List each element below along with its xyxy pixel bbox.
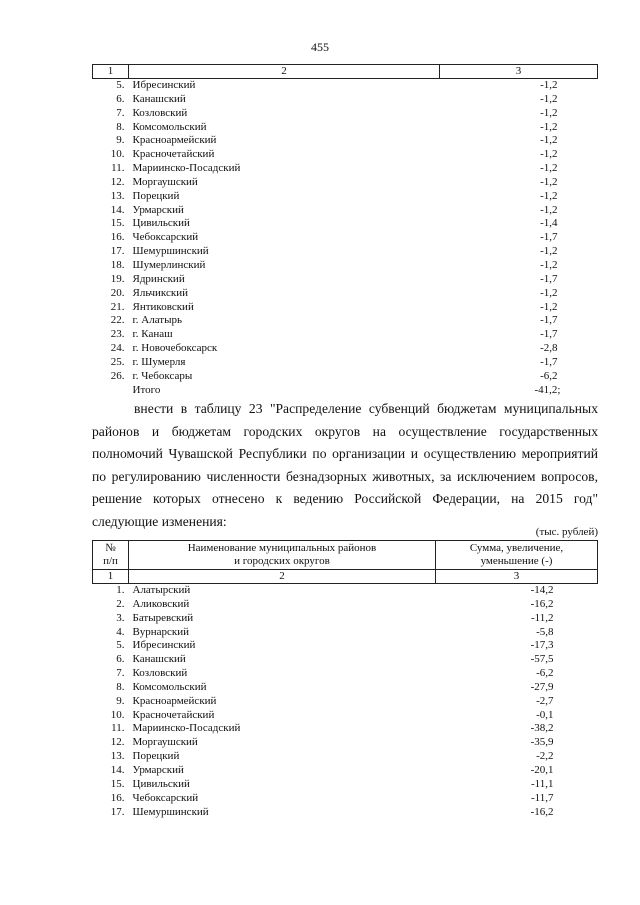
row-value: -6,2 — [536, 667, 554, 680]
row-name: Шемуршинский — [132, 245, 209, 258]
row-name: Красноармейский — [132, 694, 217, 707]
total-label: Итого — [132, 383, 161, 396]
table-1 — [92, 64, 598, 397]
row-value: -1,2 — [540, 286, 558, 299]
row-value: -1,2 — [540, 106, 558, 119]
table-row — [93, 639, 598, 653]
header-name — [129, 541, 436, 570]
table-row — [93, 722, 598, 736]
row-number: 10. — [110, 708, 125, 721]
table-row — [93, 356, 598, 370]
row-value: -1,2 — [540, 92, 558, 105]
row-number: 16. — [110, 231, 125, 244]
table-row — [93, 217, 598, 231]
table-row — [93, 259, 598, 273]
row-value: -1,2 — [540, 148, 558, 161]
row-value: -1,2 — [540, 258, 558, 271]
table-row — [93, 806, 598, 820]
column-number-2: 2 — [129, 65, 440, 79]
row-value: -1,4 — [540, 217, 558, 230]
table-row — [93, 328, 598, 342]
row-name: Порецкий — [132, 189, 180, 202]
row-name: Яльчикский — [132, 286, 188, 299]
row-name: Чебоксарский — [132, 791, 199, 804]
row-value: -5,8 — [536, 625, 554, 638]
row-number: 26. — [110, 369, 125, 382]
row-value: -16,2 — [530, 597, 554, 610]
row-name: г. Шумерля — [132, 355, 186, 368]
row-name: Красночетайский — [132, 708, 215, 721]
row-number: 12. — [110, 175, 125, 188]
table-row — [93, 370, 598, 384]
row-name: Козловский — [132, 106, 188, 119]
row-number: 9. — [116, 694, 125, 707]
row-name: Канашский — [132, 92, 186, 105]
row-value: -11,2 — [530, 611, 554, 624]
row-value: -1,7 — [540, 328, 558, 341]
table-row — [93, 93, 598, 107]
row-value: -6,2 — [540, 369, 558, 382]
table-row — [93, 190, 598, 204]
row-name: Цивильский — [132, 217, 190, 230]
row-name: г. Чебоксары — [132, 369, 193, 382]
total-value: -41,2; — [534, 383, 561, 396]
row-number: 24. — [110, 342, 125, 355]
row-name: Чебоксарский — [132, 231, 199, 244]
row-name: Моргаушский — [132, 736, 198, 749]
row-value: -38,2 — [530, 722, 554, 735]
row-number: 17. — [110, 805, 125, 818]
table-row — [93, 598, 598, 612]
table-23 — [92, 540, 598, 819]
row-number: 8. — [116, 680, 125, 693]
table-row — [93, 273, 598, 287]
row-value: -35,9 — [530, 736, 554, 749]
row-number: 22. — [110, 314, 125, 327]
table-header-row — [93, 541, 598, 570]
row-name: Канашский — [132, 653, 186, 666]
row-number: 7. — [116, 667, 125, 680]
row-number: 21. — [110, 300, 125, 313]
row-value: -1,2 — [540, 300, 558, 313]
row-number: 13. — [110, 189, 125, 202]
row-value: -1,2 — [540, 134, 558, 147]
row-name: г. Алатырь — [132, 314, 183, 327]
column-number-1: 1 — [93, 65, 129, 79]
row-number: 4. — [116, 625, 125, 638]
table-row — [93, 245, 598, 259]
table-row — [93, 667, 598, 681]
row-number: 18. — [110, 258, 125, 271]
row-name: Красночетайский — [132, 148, 215, 161]
table-row — [93, 653, 598, 667]
column-number-3: 3 — [440, 65, 598, 79]
column-number-row — [93, 65, 598, 79]
header-value-line2: уменьшение (-) — [480, 555, 553, 567]
row-name: Ибресинский — [132, 639, 196, 652]
table-row — [93, 342, 598, 356]
row-value: -14,2 — [530, 584, 554, 596]
row-number: 13. — [110, 750, 125, 763]
row-number: 5. — [116, 639, 125, 652]
row-name: Алатырский — [132, 584, 191, 596]
row-name: Батыревский — [132, 611, 194, 624]
row-number: 23. — [110, 328, 125, 341]
column-number-1: 1 — [93, 570, 129, 584]
header-number-line2: п/п — [103, 555, 118, 567]
table-row — [93, 134, 598, 148]
table-row — [93, 612, 598, 626]
row-number: 20. — [110, 286, 125, 299]
row-value: -16,2 — [530, 805, 554, 818]
row-name: Козловский — [132, 667, 188, 680]
row-number: 6. — [116, 653, 125, 666]
row-number: 3. — [116, 611, 125, 624]
row-number: 5. — [116, 79, 125, 91]
row-number: 9. — [116, 134, 125, 147]
row-name: Янтиковский — [132, 300, 194, 313]
row-value: -2,7 — [536, 694, 554, 707]
row-name: Мариинско-Посадский — [132, 722, 241, 735]
table-row — [93, 107, 598, 121]
row-value: -57,5 — [530, 653, 554, 666]
row-value: -2,8 — [540, 342, 558, 355]
row-name: г. Канаш — [132, 328, 173, 341]
row-value: -11,7 — [530, 791, 554, 804]
amendment-paragraph: внести в таблицу 23 "Распределение субвенций бюджетам муниципальных районов и бюджетам городских округов на осуществление государственных полномочий Чувашской Республики по организации и осуществлению мероприятий по регулированию численности безнадзорных животных, за исключением вопросов, решение которых отнесено к ведению Российской Федерации, на 2015 год" следующие изменения: — [92, 401, 598, 529]
table-row — [93, 584, 598, 598]
row-number: 7. — [116, 106, 125, 119]
row-name: Красноармейский — [132, 134, 217, 147]
table-row — [93, 778, 598, 792]
row-value: -1,7 — [540, 355, 558, 368]
row-name: Аликовский — [132, 597, 190, 610]
row-value: -27,9 — [530, 680, 554, 693]
row-name: Моргаушский — [132, 175, 198, 188]
table-row — [93, 79, 598, 93]
row-value: -0,1 — [536, 708, 554, 721]
row-number: 19. — [110, 272, 125, 285]
table-row — [93, 764, 598, 778]
table-row — [93, 176, 598, 190]
row-number: 11. — [111, 162, 125, 175]
row-number: 8. — [116, 120, 125, 133]
row-value: -20,1 — [530, 763, 554, 776]
row-name: Комсомольский — [132, 120, 207, 133]
table-row — [93, 695, 598, 709]
page-number: 455 — [311, 40, 329, 54]
row-number: 1. — [116, 584, 125, 596]
table-row — [93, 681, 598, 695]
row-name: Шемуршинский — [132, 805, 209, 818]
row-value: -1,7 — [540, 272, 558, 285]
row-number: 12. — [110, 736, 125, 749]
column-number-row — [93, 570, 598, 584]
table-row — [93, 709, 598, 723]
row-number: 15. — [110, 777, 125, 790]
row-number: 16. — [110, 791, 125, 804]
table-row — [93, 204, 598, 218]
table-row — [93, 148, 598, 162]
row-value: -1,2 — [540, 162, 558, 175]
row-name: г. Новочебоксарск — [132, 342, 218, 355]
row-name: Комсомольский — [132, 680, 207, 693]
row-name: Порецкий — [132, 750, 180, 763]
header-number-line1: № — [105, 542, 116, 554]
column-number-3: 3 — [436, 570, 598, 584]
row-value: -17,3 — [530, 639, 554, 652]
row-value: -2,2 — [536, 750, 554, 763]
row-name: Урмарский — [132, 763, 184, 776]
total-row — [93, 384, 598, 398]
row-number: 17. — [110, 245, 125, 258]
header-name-line2: и городских округов — [234, 555, 330, 567]
row-name: Ибресинский — [132, 79, 196, 91]
header-value — [436, 541, 598, 570]
row-value: -1,7 — [540, 231, 558, 244]
table-row — [93, 121, 598, 135]
row-value: -1,2 — [540, 189, 558, 202]
units-label: (тыс. рублей) — [535, 526, 598, 538]
row-number: 6. — [116, 92, 125, 105]
row-name: Мариинско-Посадский — [132, 162, 241, 175]
row-value: -1,2 — [540, 79, 558, 91]
row-number: 10. — [110, 148, 125, 161]
row-value: -1,2 — [540, 175, 558, 188]
row-value: -11,1 — [530, 777, 554, 790]
header-name-line1: Наименование муниципальных районов — [187, 542, 377, 554]
row-name: Цивильский — [132, 777, 190, 790]
table-row — [93, 792, 598, 806]
header-value-line1: Сумма, увеличение, — [469, 542, 564, 554]
row-number: 2. — [116, 597, 125, 610]
table-row — [93, 750, 598, 764]
table-row — [93, 231, 598, 245]
row-number: 15. — [110, 217, 125, 230]
row-number: 14. — [110, 203, 125, 216]
row-number: 25. — [110, 355, 125, 368]
row-name: Шумерлинский — [132, 258, 206, 271]
table-row — [93, 736, 598, 750]
row-number: 11. — [111, 722, 125, 735]
row-value: -1,2 — [540, 245, 558, 258]
row-number: 14. — [110, 763, 125, 776]
row-name: Урмарский — [132, 203, 184, 216]
table-row — [93, 314, 598, 328]
row-value: -1,2 — [540, 203, 558, 216]
column-number-2: 2 — [129, 570, 436, 584]
row-value: -1,7 — [540, 314, 558, 327]
total-number-cell — [93, 384, 129, 398]
table-row — [93, 626, 598, 640]
table-row — [93, 301, 598, 315]
row-name: Вурнарский — [132, 625, 189, 638]
row-name: Ядринский — [132, 272, 185, 285]
header-number — [93, 541, 129, 570]
table-row — [93, 287, 598, 301]
row-value: -1,2 — [540, 120, 558, 133]
table-row — [93, 162, 598, 176]
